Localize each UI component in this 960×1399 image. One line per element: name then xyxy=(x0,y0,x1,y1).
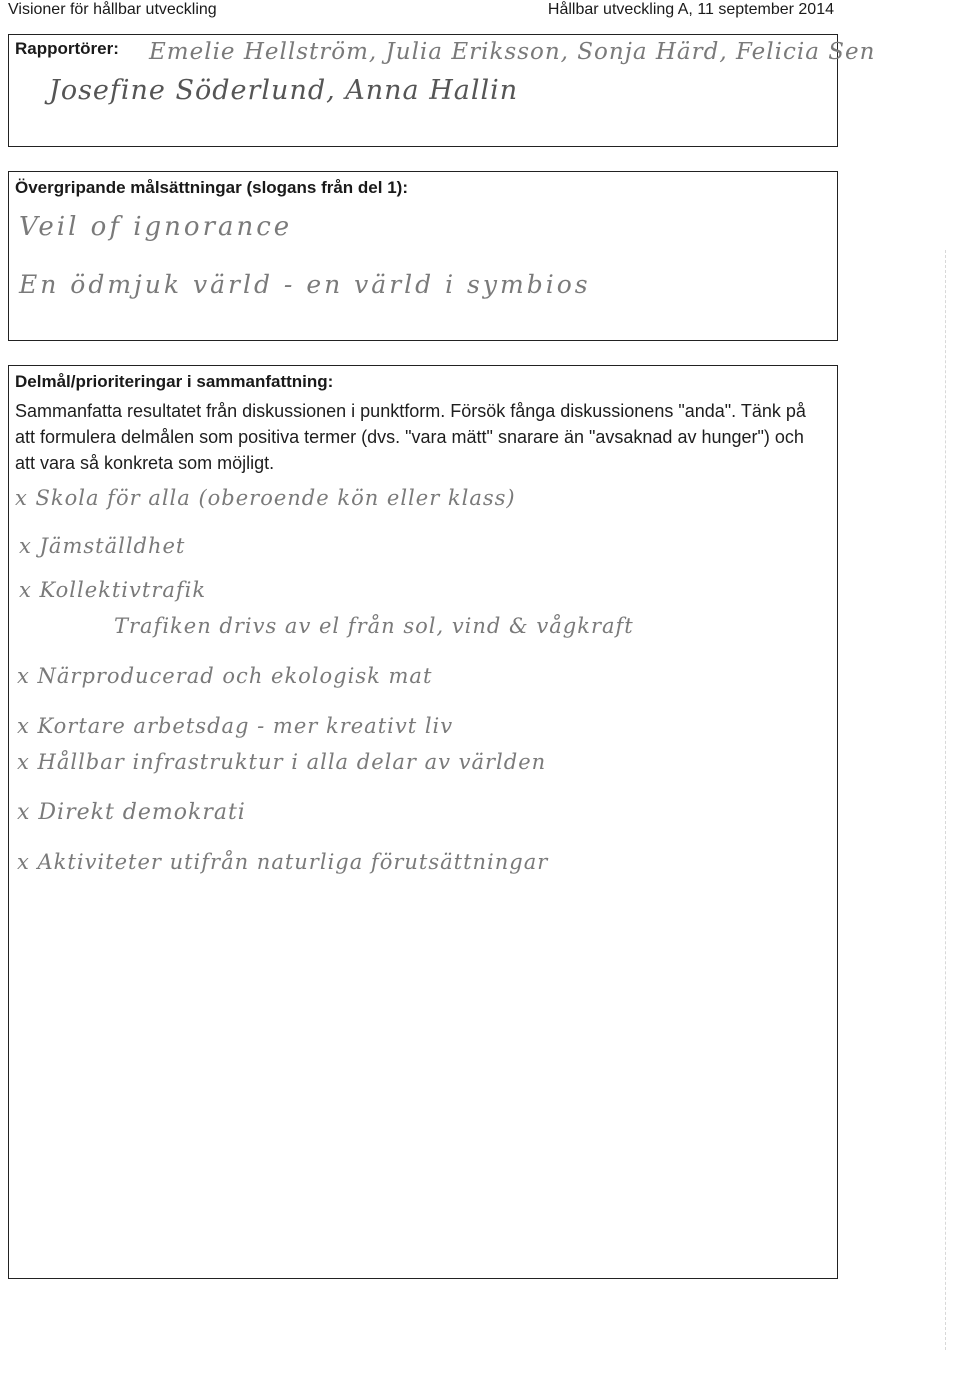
delmal-item: x Direkt demokrati xyxy=(17,800,246,825)
scan-artifact-line xyxy=(945,250,946,1350)
header-course-title: Visioner för hållbar utveckling xyxy=(8,1,217,18)
overgripande-label: Övergripande målsättningar (slogans från del 1): xyxy=(15,178,408,197)
rapportorer-names-line-1: Emelie Hellström, Julia Eriksson, Sonja Härd, Felicia Sen xyxy=(149,39,876,65)
rapportorer-label: Rapportörer: xyxy=(15,39,119,58)
delmal-item: Trafiken drivs av el från sol, vind & vågkraft xyxy=(114,614,634,638)
delmal-instruction: Sammanfatta resultatet från diskussionen i punktform. Försök fånga diskussionens "anda". Tänk på att formulera delmålen som positiva termer (dvs. "vara mätt" snarare än "avsaknad av hunger") och att vara så konkreta som möjligt. xyxy=(15,401,806,473)
delmal-box xyxy=(8,365,838,1279)
rapportorer-box xyxy=(8,34,876,147)
rapportorer-names-line-2: Josefine Söderlund, Anna Hallin xyxy=(49,75,519,106)
slogan-line-2: En ödmjuk värld - en värld i symbios xyxy=(19,270,591,299)
delmal-item: x Kollektivtrafik xyxy=(19,578,207,602)
delmal-item: x Jämställdhet xyxy=(19,534,186,558)
delmal-item: x Skola för alla (oberoende kön eller klass) xyxy=(15,486,516,510)
delmal-item: x Kortare arbetsdag - mer kreativt liv xyxy=(17,714,454,738)
delmal-item: x Närproducerad och ekologisk mat xyxy=(17,664,433,688)
slogan-line-1: Veil of ignorance xyxy=(19,212,293,242)
header-course-date: Hållbar utveckling A, 11 september 2014 xyxy=(547,1,834,18)
overgripande-box xyxy=(8,171,838,341)
delmal-item: x Hållbar infrastruktur i alla delar av världen xyxy=(17,750,547,774)
delmal-label: Delmål/prioriteringar i sammanfattning: xyxy=(15,372,334,391)
page-header xyxy=(8,0,834,26)
delmal-item: x Aktiviteter utifrån naturliga förutsättningar xyxy=(17,850,549,874)
